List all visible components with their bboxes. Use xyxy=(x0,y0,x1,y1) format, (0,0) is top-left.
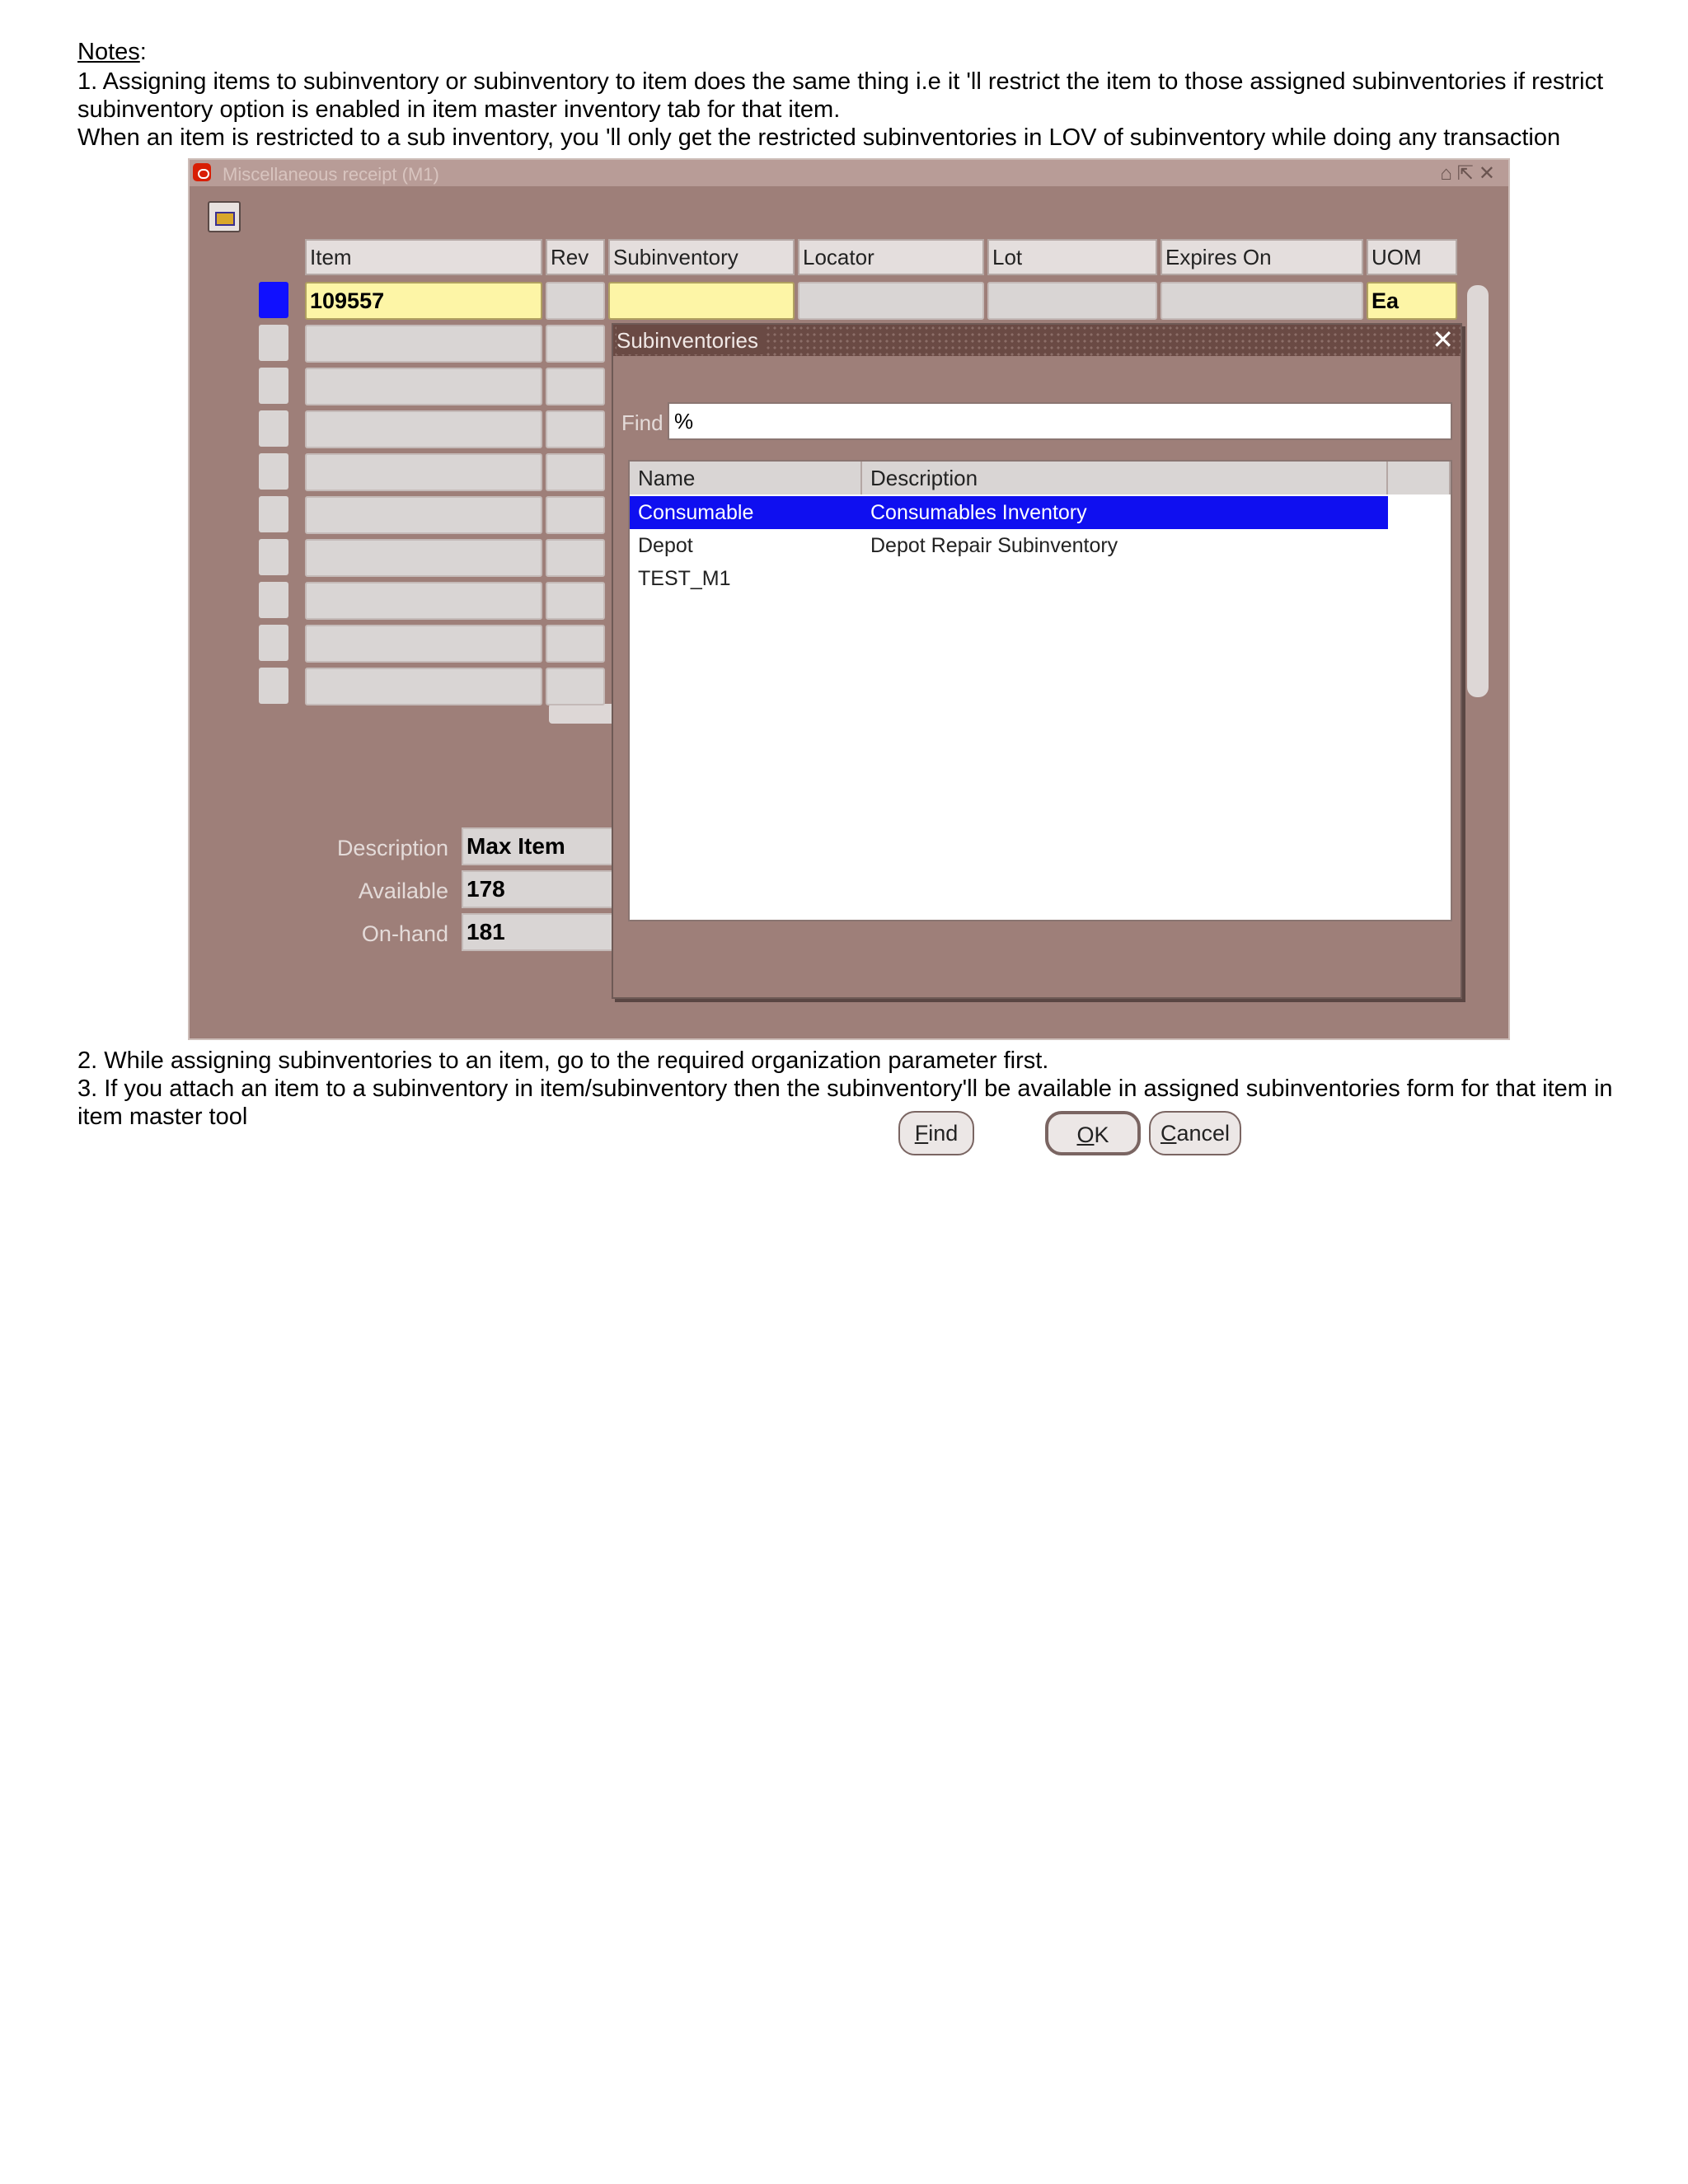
note-1-continued: When an item is restricted to a sub inventory, you 'll only get the restricted subinventories in LOV of subinventory while doing any transaction xyxy=(77,124,1561,151)
available-label: Available xyxy=(358,879,448,903)
row-indicator-current[interactable] xyxy=(259,282,288,318)
window-title: Miscellaneous receipt (M1) xyxy=(223,164,439,185)
subinventory-cell[interactable] xyxy=(608,282,795,320)
cancel-button-label: ancel xyxy=(1176,1121,1231,1146)
list-row-consumable[interactable] xyxy=(630,496,1388,529)
row-indicator[interactable] xyxy=(259,625,288,661)
row-indicator[interactable] xyxy=(259,668,288,704)
row-indicator[interactable] xyxy=(259,453,288,490)
find-button-label: ind xyxy=(928,1121,959,1146)
vertical-scrollbar[interactable] xyxy=(1467,285,1489,697)
column-header-expires-on: Expires On xyxy=(1160,239,1363,275)
locator-cell[interactable] xyxy=(798,282,984,320)
item-cell[interactable] xyxy=(305,410,542,448)
rev-cell[interactable] xyxy=(546,496,605,534)
find-button-mnemonic: F xyxy=(914,1121,929,1146)
item-cell[interactable] xyxy=(305,325,542,363)
row-name: Consumable xyxy=(638,501,754,524)
rev-cell[interactable] xyxy=(546,625,605,663)
list-row-test-m1[interactable] xyxy=(630,562,1388,595)
list-header-name: Name xyxy=(630,462,862,494)
row-name: Depot xyxy=(638,534,693,557)
oracle-logo-icon xyxy=(193,163,211,181)
notes-heading xyxy=(77,38,147,66)
ok-button-label: K xyxy=(1094,1122,1109,1147)
column-header-subinventory: Subinventory xyxy=(608,239,795,275)
rev-cell[interactable] xyxy=(546,325,605,363)
rev-cell[interactable] xyxy=(546,410,605,448)
find-label: Find xyxy=(621,410,663,435)
note-1: 1. Assigning items to subinventory or subinventory to item does the same thing i.e it 'll restrict the item to those assigned subinventories if restrict subinventory option is enabled in item master inventory tab for that item. xyxy=(77,68,1604,123)
notes-heading-colon: : xyxy=(139,39,147,65)
description-field[interactable]: Max Item xyxy=(462,827,613,865)
rev-cell[interactable] xyxy=(546,668,605,705)
rev-cell[interactable] xyxy=(546,582,605,620)
find-input[interactable] xyxy=(668,402,1452,440)
item-cell[interactable]: 109557 xyxy=(305,282,542,320)
uom-cell[interactable]: Ea xyxy=(1367,282,1457,320)
row-indicator[interactable] xyxy=(259,325,288,361)
onhand-field[interactable]: 181 xyxy=(462,913,613,951)
row-indicator[interactable] xyxy=(259,582,288,618)
note-3: 3. If you attach an item to a subinventory in item/subinventory then the subinventory'll be available in assigned subinventories form for that item in item master tool xyxy=(77,1076,1613,1130)
column-header-uom: UOM xyxy=(1367,239,1457,275)
note-2: 2. While assigning subinventories to an item, go to the required organization parameter first. xyxy=(77,1047,1049,1074)
column-header-locator: Locator xyxy=(798,239,984,275)
notes-heading-text: Notes xyxy=(77,39,140,65)
rev-cell[interactable] xyxy=(546,282,605,320)
open-folder-icon[interactable] xyxy=(208,201,241,232)
rev-cell[interactable] xyxy=(546,539,605,577)
column-header-item: Item xyxy=(305,239,542,275)
lot-cell[interactable] xyxy=(987,282,1157,320)
expires-on-cell[interactable] xyxy=(1160,282,1363,320)
subinventory-list xyxy=(628,460,1452,921)
item-cell[interactable] xyxy=(305,496,542,534)
item-cell[interactable] xyxy=(305,582,542,620)
row-description: Consumables Inventory xyxy=(870,501,1087,524)
row-description: Depot Repair Subinventory xyxy=(870,534,1118,557)
list-header-description: Description xyxy=(862,462,1388,494)
cancel-button-mnemonic: C xyxy=(1160,1121,1177,1146)
list-header-spacer xyxy=(1388,462,1451,494)
row-name: TEST_M1 xyxy=(638,567,731,590)
lov-title: Subinventories xyxy=(617,326,767,354)
window-title-bar xyxy=(190,160,1508,186)
rev-cell[interactable] xyxy=(546,453,605,491)
item-cell[interactable] xyxy=(305,453,542,491)
close-icon[interactable]: ✕ xyxy=(1432,325,1454,354)
description-label: Description xyxy=(336,836,448,860)
item-cell[interactable] xyxy=(305,668,542,705)
column-header-lot: Lot xyxy=(987,239,1157,275)
row-indicator[interactable] xyxy=(259,496,288,532)
item-cell[interactable] xyxy=(305,625,542,663)
item-cell[interactable] xyxy=(305,539,542,577)
row-indicator[interactable] xyxy=(259,368,288,404)
item-cell[interactable] xyxy=(305,368,542,405)
ok-button-mnemonic: O xyxy=(1076,1122,1095,1147)
list-row-depot[interactable] xyxy=(630,529,1388,562)
available-field[interactable]: 178 xyxy=(462,870,613,908)
column-header-rev: Rev xyxy=(546,239,605,275)
row-indicator[interactable] xyxy=(259,410,288,447)
window-controls-icon[interactable]: ⌂⇱✕ xyxy=(1440,162,1500,185)
row-indicator[interactable] xyxy=(259,539,288,575)
lov-title-bar xyxy=(613,325,1461,356)
rev-cell[interactable] xyxy=(546,368,605,405)
onhand-label: On-hand xyxy=(361,921,448,946)
